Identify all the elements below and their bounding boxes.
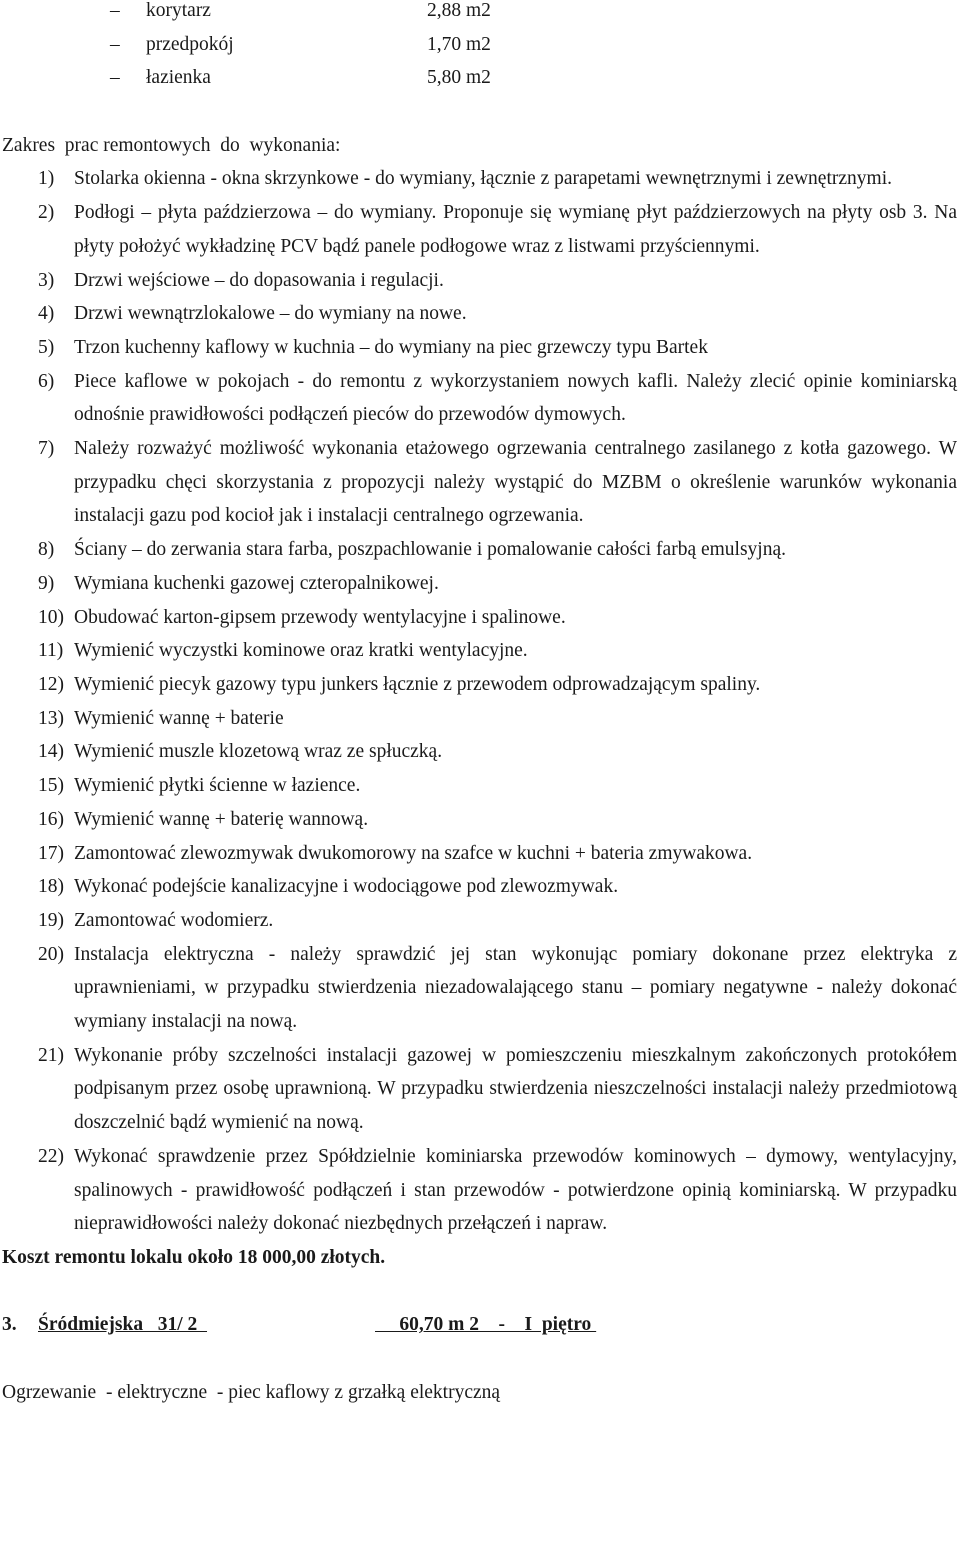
item-text: Zamontować wodomierz.	[74, 909, 274, 931]
item-text: Wykonać sprawdzenie przez Spółdzielnie kominiarska przewodów kominowych – dymowy, wentylacyjny, spalinowych - prawidłowość podłączeń i stan przewodów - potwierdzone opinią kominiarską. W przypadku nieprawidłowości należy dokonać niezbędnych przełączeń i napraw.	[74, 1145, 957, 1235]
item-number: 18)	[38, 876, 64, 898]
room-area: 2,88 m2	[427, 0, 491, 21]
room-dash: –	[110, 33, 120, 55]
list-item	[0, 904, 960, 938]
list-item	[0, 803, 960, 837]
item-text: Trzon kuchenny kaflowy w kuchnia – do wymiany na piec grzewczy typu Bartek	[74, 336, 708, 358]
item-text: Wykonanie próby szczelności instalacji gazowej w pomieszczeniu mieszkalnym zakończonych protokółem podpisanym przez osobę uprawnioną. W przypadku stwierdzenia nieszczelności instalacji należy przedmiotową doszczelnić bądź wymienić na nową.	[74, 1044, 957, 1134]
cost-summary: Koszt remontu lokalu około 18 000,00 złotych.	[2, 1246, 386, 1268]
item-number: 19)	[38, 909, 64, 931]
list-item	[0, 533, 960, 567]
item-number: 6)	[38, 370, 55, 392]
list-item	[0, 735, 960, 769]
item-text: Należy rozważyć możliwość wykonania etażowego ogrzewania centralnego zasilanego z kotła gazowego. W przypadku chęci skorzystania z propozycji należy wystąpić do MZBM o określenie warunków wykonania instalacji gazu pod kocioł jak i instalacji centralnego ogrzewania.	[74, 438, 957, 527]
list-item	[0, 938, 960, 1039]
section-area: 60,70 m 2 - I piętro	[375, 1314, 597, 1336]
list-item	[0, 769, 960, 803]
item-number: 10)	[38, 606, 64, 628]
room-row-korytarz	[0, 0, 960, 28]
list-item	[0, 196, 960, 263]
spacer	[0, 1342, 960, 1376]
item-text: Podłogi – płyta paździerzowa – do wymiany. Proponuje się wymianę płyt paździerzowych na płyty osb 3. Na płyty położyć wykładzinę PCV bądź panele podłogowe wraz z listwami przyściennymi.	[74, 202, 957, 257]
list-item	[0, 264, 960, 298]
room-row-przedpokoj	[0, 28, 960, 62]
spacer	[0, 1275, 960, 1309]
item-text: Wymiana kuchenki gazowej czteropalnikowej.	[74, 572, 439, 594]
heating-line: Ogrzewanie - elektryczne - piec kaflowy z grzałką elektryczną	[2, 1381, 501, 1403]
item-text: Wymienić wannę + baterie	[74, 707, 284, 729]
item-number: 20)	[38, 943, 64, 965]
item-number: 4)	[38, 303, 55, 325]
item-number: 5)	[38, 336, 55, 358]
scope-list	[0, 162, 960, 1241]
item-text: Wymienić wyczystki kominowe oraz kratki wentylacyjne.	[74, 640, 528, 662]
scope-title: Zakres prac remontowych do wykonania:	[2, 134, 341, 156]
item-number: 21)	[38, 1044, 64, 1066]
item-number: 11)	[38, 640, 64, 662]
list-item	[0, 870, 960, 904]
item-number: 8)	[38, 539, 55, 561]
list-item	[0, 837, 960, 871]
item-number: 12)	[38, 674, 64, 695]
list-item	[0, 668, 960, 702]
section-address: Śródmiejska 31/ 2	[38, 1314, 208, 1336]
item-text: Drzwi wejściowe – do dopasowania i regulacji.	[74, 269, 444, 291]
list-item	[0, 567, 960, 601]
list-item	[0, 1039, 960, 1140]
list-item	[0, 432, 960, 533]
room-list	[0, 0, 960, 95]
list-item	[0, 365, 960, 432]
list-item	[0, 634, 960, 668]
item-number: 7)	[38, 438, 55, 460]
item-text: Wymienić piecyk gazowy typu junkers łącznie z przewodem odprowadzającym spaliny.	[74, 674, 761, 695]
room-row-lazienka	[0, 61, 960, 95]
room-name: korytarz	[146, 0, 211, 21]
room-name: łazienka	[146, 67, 211, 89]
item-number: 3)	[38, 269, 55, 291]
room-dash: –	[110, 67, 120, 89]
item-text: Obudować karton-gipsem przewody wentylacyjne i spalinowe.	[74, 606, 566, 628]
item-text: Ściany – do zerwania stara farba, poszpachlowanie i pomalowanie całości farbą emulsyjną.	[74, 539, 787, 561]
list-item	[0, 331, 960, 365]
item-text: Drzwi wewnątrzlokalowe – do wymiany na nowe.	[74, 303, 467, 325]
item-text: Piece kaflowe w pokojach - do remontu z wykorzystaniem nowych kafli. Należy zlecić opinie kominiarską odnośnie prawidłowości podłączeń pieców do przewodów dymowych.	[74, 370, 957, 426]
item-text: Zamontować zlewozmywak dwukomorowy na szafce w kuchni + bateria zmywakowa.	[74, 842, 753, 864]
item-text: Wymienić wannę + baterię wannową.	[74, 808, 369, 830]
list-item	[0, 297, 960, 331]
item-number: 22)	[38, 1145, 64, 1167]
room-area: 1,70 m2	[427, 33, 491, 55]
item-number: 9)	[38, 572, 55, 594]
item-number: 15)	[38, 775, 64, 797]
item-number: 2)	[38, 202, 55, 224]
item-text: Wymienić muszle klozetową wraz ze spłuczką.	[74, 741, 443, 763]
section-heading	[0, 1308, 960, 1342]
room-dash: –	[110, 0, 120, 21]
spacer	[0, 95, 960, 129]
list-item	[0, 702, 960, 736]
item-number: 13)	[38, 707, 64, 729]
room-name: przedpokój	[146, 33, 234, 55]
room-area: 5,80 m2	[427, 67, 491, 89]
item-number: 17)	[38, 842, 64, 864]
item-text: Wymienić płytki ścienne w łazience.	[74, 775, 361, 797]
item-number: 16)	[38, 808, 64, 830]
list-item	[0, 1140, 960, 1241]
list-item	[0, 601, 960, 635]
item-text: Stolarka okienna - okna skrzynkowe - do wymiany, łącznie z parapetami wewnętrznymi i zewnętrznymi.	[74, 168, 892, 190]
item-number: 1)	[38, 168, 55, 190]
item-number: 14)	[38, 741, 64, 763]
item-text: Instalacja elektryczna - należy sprawdzić jej stan wykonując pomiary dokonane przez elektryka z uprawnieniami, w przypadku stwierdzenia niezadowalającego stanu – pomiary negatywne - należy dokonać wymiany instalacji na nową.	[74, 943, 957, 1033]
section-number: 3.	[2, 1314, 17, 1336]
list-item	[0, 162, 960, 196]
item-text: Wykonać podejście kanalizacyjne i wodociągowe pod zlewozmywak.	[74, 876, 619, 898]
